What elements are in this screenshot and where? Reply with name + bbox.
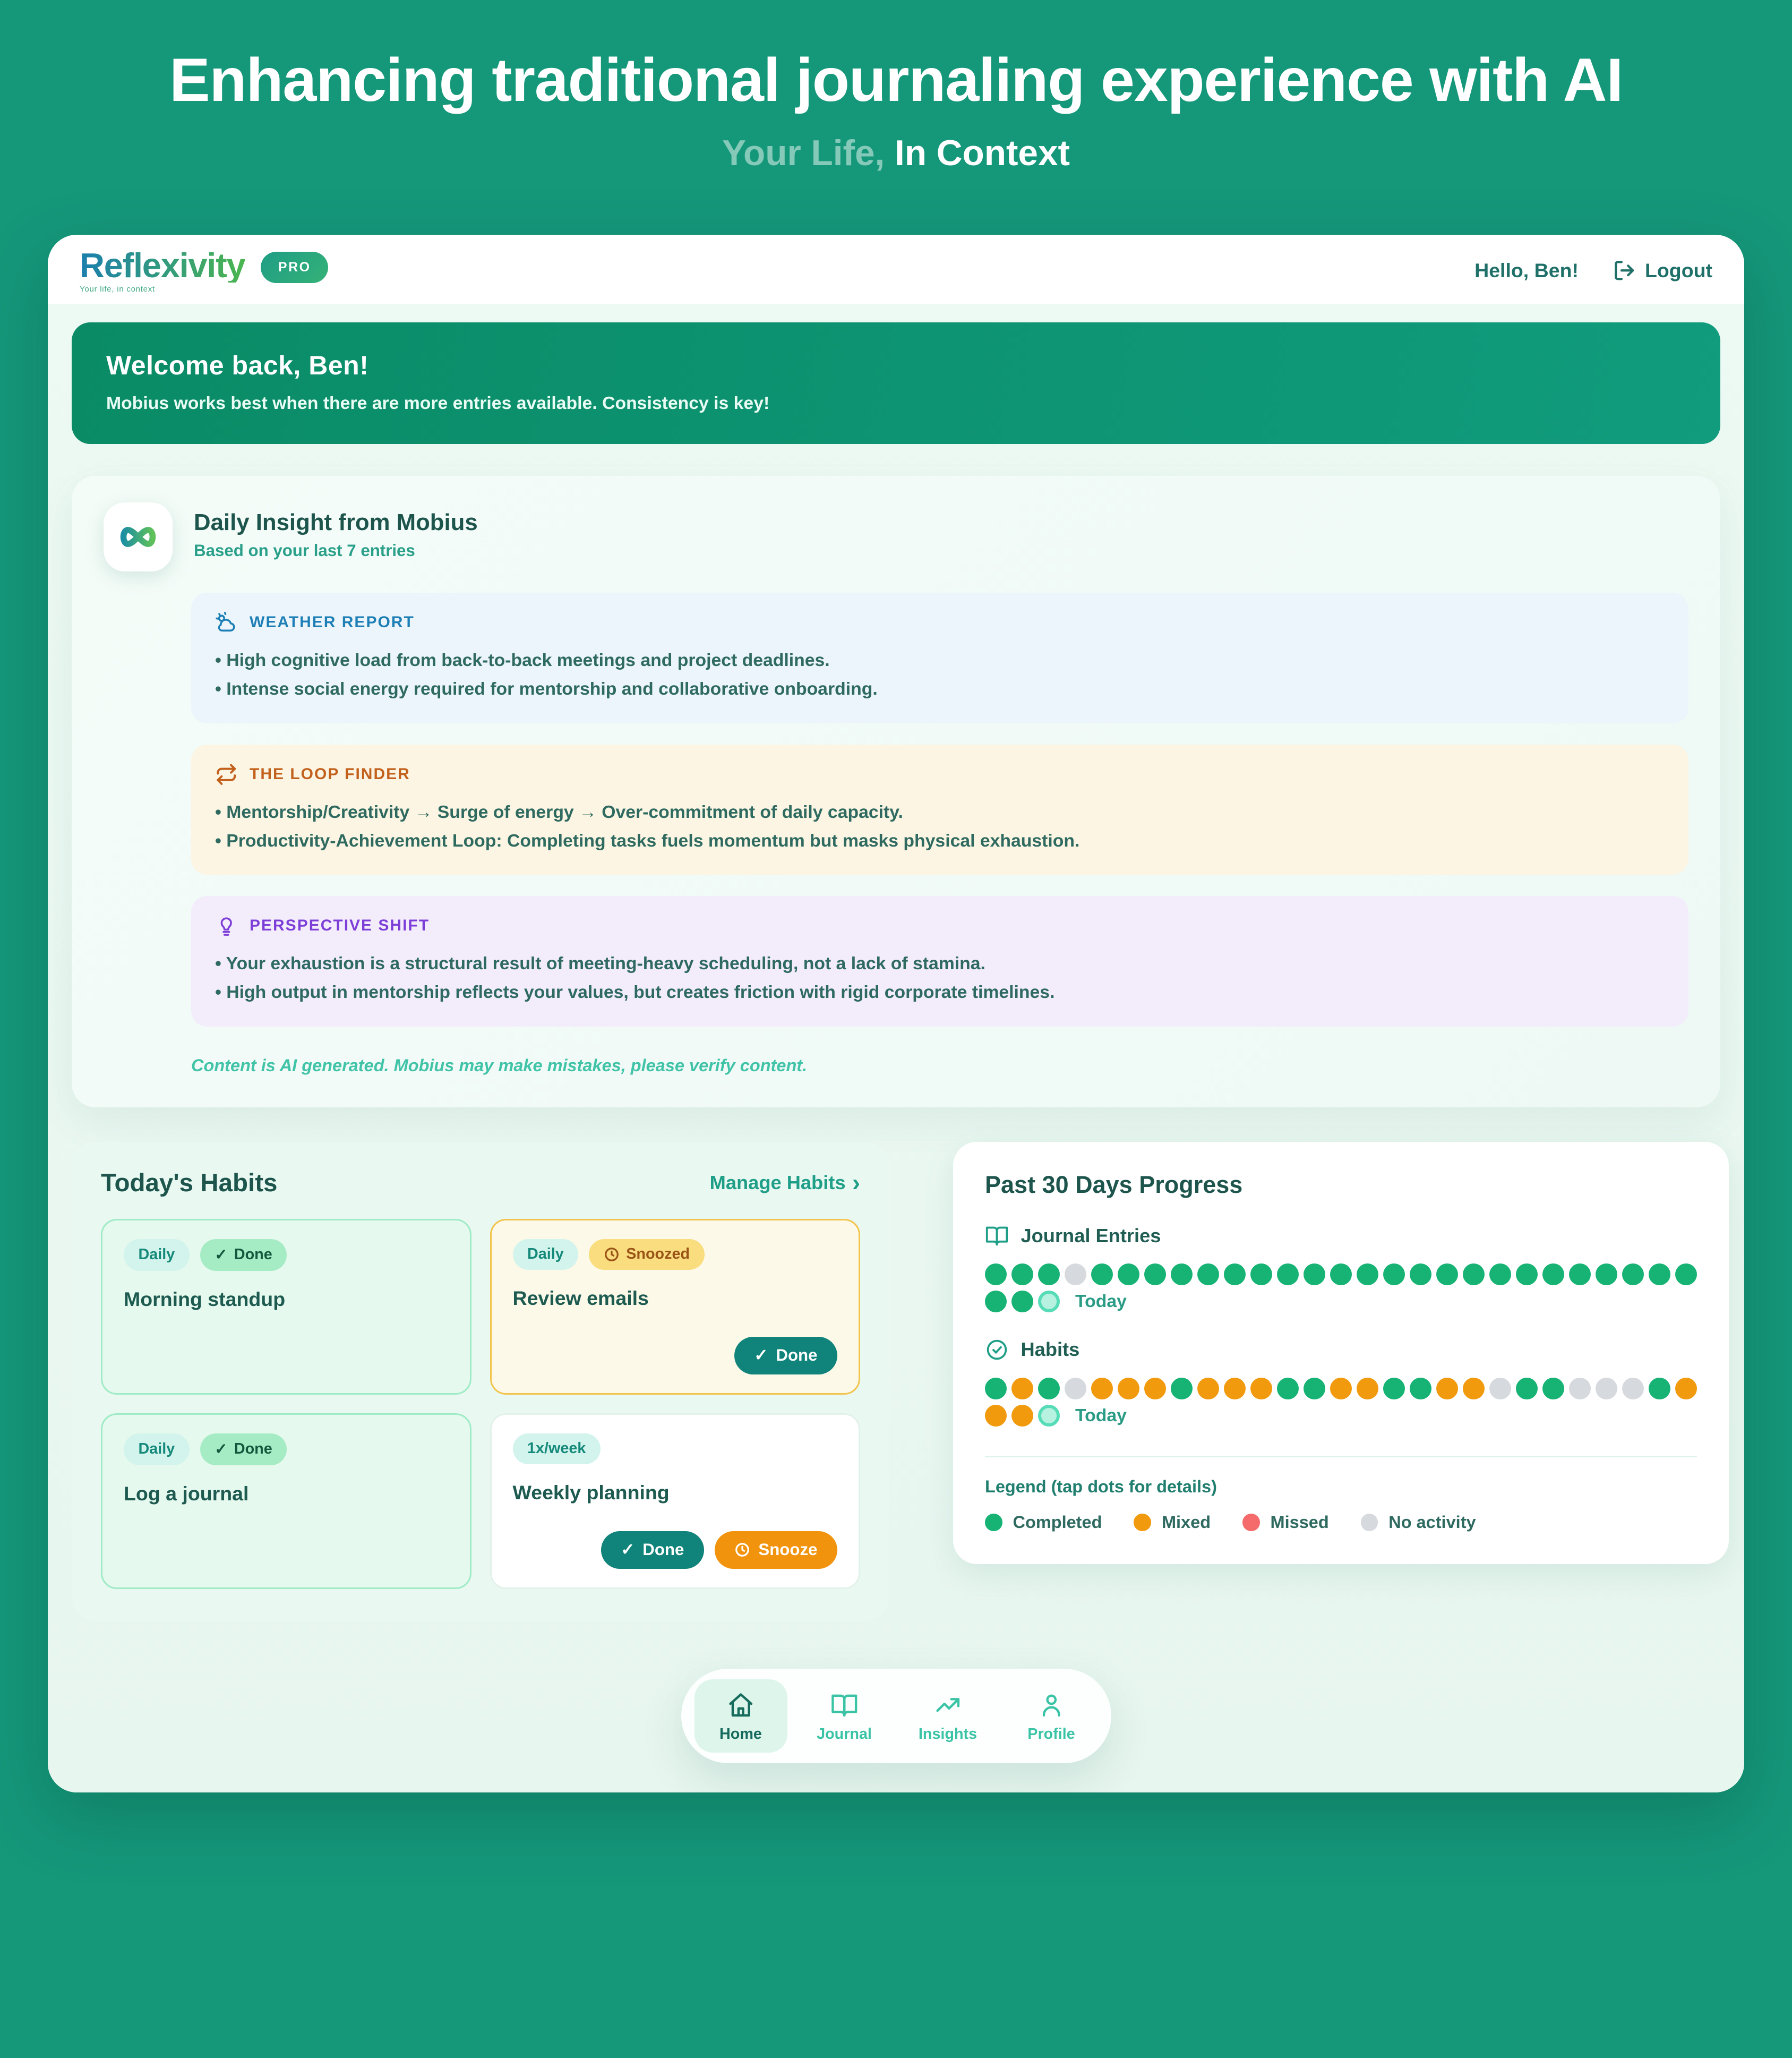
status-label: Done: [234, 1440, 272, 1457]
check-icon: ✓: [754, 1346, 768, 1364]
perspective-shift-bullets: [215, 949, 1665, 1006]
page-subtitle: [0, 133, 1792, 174]
no-activity-dot-swatch: [1361, 1514, 1378, 1531]
progress-dot-mixed[interactable]: [1250, 1378, 1272, 1399]
nav-item-journal[interactable]: [798, 1679, 891, 1753]
progress-dot-completed[interactable]: [1171, 1378, 1193, 1399]
progress-dot-completed[interactable]: [1330, 1263, 1352, 1285]
progress-dot-completed[interactable]: [1649, 1378, 1670, 1399]
progress-dot-completed[interactable]: [1649, 1263, 1670, 1285]
legend-item-no-activity: [1361, 1513, 1476, 1532]
progress-dot-today[interactable]: [1038, 1405, 1060, 1427]
progress-dot-completed[interactable]: [1224, 1263, 1246, 1285]
past-30-days-card: [953, 1142, 1729, 1565]
progress-dot-completed[interactable]: [1118, 1263, 1139, 1285]
header-right: [1474, 259, 1712, 282]
nav-label: Insights: [918, 1726, 978, 1743]
repeat-icon: [215, 763, 238, 786]
habit-card-log-a-journal: [101, 1413, 471, 1589]
logout-icon: [1613, 259, 1636, 282]
progress-dot-completed[interactable]: [1542, 1263, 1564, 1285]
progress-dot-mixed[interactable]: [1224, 1378, 1246, 1399]
legend-title: Legend (tap dots for details): [985, 1477, 1217, 1496]
progress-dot-mixed[interactable]: [1011, 1378, 1033, 1399]
habit-name: Morning standup: [124, 1288, 286, 1310]
loop-finder-bullets: [215, 798, 1665, 855]
status-label: Done: [234, 1246, 272, 1263]
perspective-shift-header: [215, 915, 1665, 937]
weather-report-label: WEATHER REPORT: [250, 613, 415, 631]
manage-habits-label: Manage Habits: [709, 1172, 846, 1193]
progress-dot-completed[interactable]: [1410, 1263, 1431, 1285]
progress-dot-completed[interactable]: [1383, 1263, 1405, 1285]
frequency-badge: Daily: [124, 1239, 190, 1271]
progress-dot-completed[interactable]: [1011, 1291, 1033, 1312]
snoozed-status-badge: [589, 1239, 704, 1270]
done-button[interactable]: [734, 1337, 837, 1374]
bullet-item: • High output in mentorship reflects your values, but creates friction with rigid corporate timelines.: [215, 978, 1665, 1006]
progress-dot-completed[interactable]: [1038, 1378, 1060, 1399]
today-label: Today: [1075, 1291, 1127, 1311]
book-open-icon: [985, 1224, 1009, 1248]
progress-dot-completed[interactable]: [1516, 1263, 1538, 1285]
button-label: Snooze: [758, 1540, 818, 1559]
progress-dot-completed[interactable]: [1304, 1378, 1325, 1399]
journal-entries-label-row: [985, 1224, 1697, 1248]
progress-dot-completed[interactable]: [1038, 1263, 1060, 1285]
progress-dot-no-activity[interactable]: [1596, 1378, 1617, 1399]
progress-dot-completed[interactable]: [1410, 1378, 1431, 1399]
progress-dot-no-activity[interactable]: [1065, 1263, 1086, 1285]
status-label: Snoozed: [626, 1245, 690, 1262]
progress-dot-completed[interactable]: [1675, 1263, 1697, 1285]
progress-dot-mixed[interactable]: [985, 1405, 1007, 1427]
loop-finder-label: THE LOOP FINDER: [250, 765, 410, 783]
progress-dot-completed[interactable]: [1277, 1263, 1299, 1285]
progress-dot-completed[interactable]: [1463, 1263, 1485, 1285]
progress-dot-completed[interactable]: [1516, 1378, 1538, 1399]
progress-dot-mixed[interactable]: [1436, 1378, 1458, 1399]
logout-button[interactable]: [1613, 259, 1712, 282]
loop-finder-section: [191, 745, 1688, 875]
nav-item-home[interactable]: [694, 1679, 787, 1753]
clock-icon: [734, 1542, 750, 1558]
lower-section: [72, 1142, 1720, 1621]
nav-label: Home: [719, 1726, 762, 1743]
weather-report-bullets: [215, 646, 1665, 703]
check-icon: ✓: [215, 1246, 228, 1263]
progress-dot-mixed[interactable]: [1091, 1378, 1113, 1399]
habit-name: Weekly planning: [512, 1481, 670, 1504]
manage-habits-link[interactable]: [709, 1169, 860, 1196]
weather-report-header: [215, 611, 1665, 634]
journal-dots-row-1: [985, 1263, 1697, 1285]
progress-dot-completed[interactable]: [985, 1291, 1007, 1312]
brand-tagline: Your life, in context: [80, 284, 155, 294]
bullet-item: • Mentorship/Creativity → Surge of energy → Over-commitment of daily capacity.: [215, 798, 1665, 826]
bullet-item: • Your exhaustion is a structural result of meeting-heavy scheduling, not a lack of stamina.: [215, 949, 1665, 978]
insight-sections: [191, 593, 1688, 1027]
legend-item-completed: [985, 1513, 1102, 1532]
progress-dot-mixed[interactable]: [1118, 1378, 1139, 1399]
progress-dot-no-activity[interactable]: [1489, 1378, 1511, 1399]
snooze-button[interactable]: [715, 1531, 837, 1569]
progress-dot-completed[interactable]: [1622, 1263, 1644, 1285]
habits-dots-today-group: [985, 1405, 1060, 1427]
journal-icon: [830, 1691, 859, 1719]
progress-dot-completed[interactable]: [1304, 1263, 1325, 1285]
legend-item-missed: [1242, 1513, 1329, 1532]
mobius-logo: [104, 502, 173, 571]
home-icon: [727, 1691, 755, 1719]
progress-dot-completed[interactable]: [1144, 1263, 1166, 1285]
greeting-text: Hello, Ben!: [1474, 259, 1579, 281]
habits-dots-row-1: [985, 1378, 1697, 1399]
progress-dot-completed[interactable]: [1171, 1263, 1193, 1285]
subtitle-muted: Your Life,: [722, 133, 885, 173]
progress-dot-mixed[interactable]: [1330, 1378, 1352, 1399]
lightbulb-icon: [215, 915, 238, 937]
journal-dots-today-group: [985, 1291, 1060, 1312]
progress-dot-completed[interactable]: [985, 1263, 1007, 1285]
legend-label: Missed: [1270, 1513, 1329, 1532]
chevron-right-icon: ›: [852, 1169, 860, 1196]
progress-dot-completed[interactable]: [1250, 1263, 1272, 1285]
habit-name: Review emails: [512, 1287, 649, 1309]
frequency-badge: 1x/week: [513, 1433, 601, 1464]
journal-entries-label: Journal Entries: [1021, 1224, 1161, 1246]
subtitle-rest: In Context: [885, 133, 1070, 173]
insight-header: [104, 502, 1688, 571]
app-header: [48, 235, 1744, 304]
done-button[interactable]: [601, 1531, 704, 1569]
brand-logo: [80, 245, 245, 294]
journal-dots-row-2: [985, 1291, 1697, 1312]
brand-area: [80, 245, 328, 294]
habit-grid: [101, 1219, 860, 1589]
check-circle-icon: [985, 1338, 1009, 1362]
mixed-dot-swatch: [1134, 1514, 1151, 1531]
nav-label: Profile: [1027, 1726, 1075, 1743]
progress-dot-completed[interactable]: [985, 1378, 1007, 1399]
button-label: Done: [776, 1346, 818, 1364]
todays-habits-panel: [72, 1142, 889, 1621]
progress-dot-mixed[interactable]: [1463, 1378, 1485, 1399]
done-status-badge: [200, 1239, 287, 1271]
habit-card-morning-standup: [101, 1219, 471, 1395]
brand-name: Reflexivity: [80, 245, 245, 285]
progress-dot-completed[interactable]: [1091, 1263, 1113, 1285]
legend-label: Mixed: [1161, 1513, 1211, 1532]
loop-finder-header: [215, 763, 1665, 786]
clock-icon: [604, 1246, 620, 1262]
progress-dot-completed[interactable]: [1011, 1263, 1033, 1285]
progress-dot-mixed[interactable]: [1144, 1378, 1166, 1399]
divider: [985, 1456, 1697, 1457]
pill-row: [124, 1239, 449, 1271]
habit-name: Log a journal: [124, 1482, 249, 1505]
progress-dot-completed[interactable]: [1542, 1378, 1564, 1399]
progress-dot-today[interactable]: [1038, 1291, 1060, 1312]
habit-actions: [513, 1323, 838, 1374]
bullet-item: • High cognitive load from back-to-back meetings and project deadlines.: [215, 646, 1665, 674]
habits-header: [101, 1168, 860, 1198]
missed-dot-swatch: [1242, 1514, 1260, 1531]
logout-label: Logout: [1644, 259, 1712, 281]
perspective-shift-section: [191, 896, 1688, 1027]
pill-row: [124, 1433, 449, 1465]
today-label: Today: [1075, 1405, 1127, 1425]
insight-subtitle: Based on your last 7 entries: [194, 541, 415, 560]
pill-row: [513, 1433, 838, 1464]
legend-row: [985, 1513, 1697, 1532]
profile-icon: [1038, 1691, 1066, 1719]
progress-dot-mixed[interactable]: [1197, 1378, 1219, 1399]
welcome-title: Welcome back, Ben!: [106, 351, 369, 380]
bullet-item: • Productivity-Achievement Loop: Completing tasks fuels momentum but masks physical exhaustion.: [215, 826, 1665, 855]
progress-dot-completed[interactable]: [1383, 1378, 1405, 1399]
completed-dot-swatch: [985, 1514, 1002, 1531]
habits-dots-row-2: [985, 1405, 1697, 1427]
check-icon: ✓: [215, 1441, 228, 1458]
app-body: [48, 304, 1744, 1792]
progress-dot-completed[interactable]: [1436, 1263, 1458, 1285]
infinity-icon: [114, 513, 162, 561]
frequency-badge: Daily: [124, 1433, 190, 1465]
progress-title: Past 30 Days Progress: [985, 1171, 1243, 1198]
bottom-nav: [681, 1669, 1111, 1763]
progress-dot-completed[interactable]: [1197, 1263, 1219, 1285]
habits-label-row: [985, 1338, 1697, 1362]
insights-icon: [934, 1691, 962, 1719]
check-icon: ✓: [621, 1540, 635, 1559]
progress-dot-no-activity[interactable]: [1622, 1378, 1644, 1399]
progress-dot-completed[interactable]: [1596, 1263, 1617, 1285]
app-window: [48, 235, 1744, 1792]
habits-progress-label: Habits: [1021, 1338, 1080, 1360]
legend-label: No activity: [1388, 1513, 1476, 1532]
perspective-shift-label: PERSPECTIVE SHIFT: [250, 917, 430, 935]
frequency-badge: Daily: [513, 1239, 579, 1270]
nav-item-insights[interactable]: [902, 1679, 994, 1753]
pro-badge: PRO: [261, 252, 328, 283]
daily-insight-card: [72, 476, 1720, 1107]
legend-label: Completed: [1013, 1513, 1102, 1532]
insight-title: Daily Insight from Mobius: [194, 509, 478, 535]
progress-dot-completed[interactable]: [1277, 1378, 1299, 1399]
weather-report-section: [191, 593, 1688, 723]
progress-dot-mixed[interactable]: [1011, 1405, 1033, 1427]
done-status-badge: [200, 1433, 287, 1465]
sun-rain-cloud-icon: [215, 611, 238, 634]
progress-dot-no-activity[interactable]: [1569, 1378, 1591, 1399]
progress-dot-no-activity[interactable]: [1065, 1378, 1086, 1399]
bullet-item: • Intense social energy required for mentorship and collaborative onboarding.: [215, 674, 1665, 703]
progress-dot-mixed[interactable]: [1357, 1378, 1378, 1399]
hero: [0, 0, 1792, 174]
habit-actions: [513, 1518, 838, 1569]
progress-dot-completed[interactable]: [1569, 1263, 1591, 1285]
progress-dot-completed[interactable]: [1357, 1263, 1378, 1285]
button-label: Done: [642, 1540, 684, 1559]
habit-card-weekly-planning: [490, 1413, 861, 1589]
progress-dot-completed[interactable]: [1489, 1263, 1511, 1285]
nav-item-profile[interactable]: [1005, 1679, 1098, 1753]
welcome-message: Mobius works best when there are more entries available. Consistency is key!: [106, 392, 770, 413]
habits-title: Today's Habits: [101, 1168, 278, 1197]
insight-titles: [194, 502, 478, 560]
ai-disclaimer: Content is AI generated. Mobius may make mistakes, please verify content.: [191, 1055, 808, 1075]
nav-label: Journal: [817, 1726, 872, 1743]
legend-item-mixed: [1134, 1513, 1211, 1532]
welcome-banner: [72, 322, 1720, 445]
page-title: Enhancing traditional journaling experience with AI: [169, 46, 1623, 114]
habit-card-review-emails: [490, 1219, 861, 1395]
pill-row: [513, 1239, 838, 1270]
progress-dot-mixed[interactable]: [1675, 1378, 1697, 1399]
